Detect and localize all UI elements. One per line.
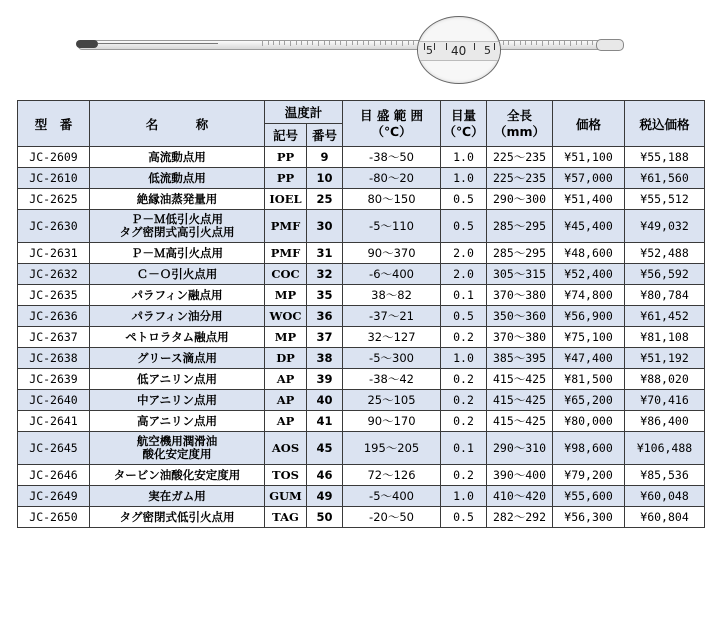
graduation-cell: 0.5 [441, 189, 487, 210]
model-cell: JC-2631 [18, 243, 90, 264]
range-cell: -37～21 [343, 306, 441, 327]
tube-scale-tick [385, 41, 386, 45]
scale-tick [446, 43, 447, 50]
name-cell [90, 369, 265, 390]
tube-scale-tick [262, 40, 263, 46]
range-cell: -20～50 [343, 507, 441, 528]
number-cell: 25 [307, 189, 343, 210]
graduation-cell: 2.0 [441, 243, 487, 264]
number-cell: 30 [307, 210, 343, 243]
tube-scale-tick [542, 40, 543, 46]
length-cell: 285～295 [487, 243, 553, 264]
length-cell: 385～395 [487, 348, 553, 369]
model-cell: JC-2639 [18, 369, 90, 390]
symbol-cell: WOC [265, 306, 307, 327]
name-cell [90, 210, 265, 243]
graduation-cell: 0.5 [441, 210, 487, 243]
tube-scale-tick [508, 41, 509, 45]
thermometer-bulb [76, 40, 98, 48]
col-header-number: 番号 [307, 124, 343, 147]
range-cell: -5～400 [343, 486, 441, 507]
price-tax-cell: ¥70,416 [625, 390, 705, 411]
model-cell: JC-2649 [18, 486, 90, 507]
symbol-cell: AP [265, 369, 307, 390]
range-cell: -80～20 [343, 168, 441, 189]
number-cell: 41 [307, 411, 343, 432]
col-header-price-tax: 税込価格 [625, 101, 705, 147]
range-unit: （℃） [371, 123, 412, 139]
name-cell [90, 285, 265, 306]
price-cell: ¥74,800 [553, 285, 625, 306]
tube-scale-tick [559, 41, 560, 45]
length-cell: 415～425 [487, 369, 553, 390]
table-row [18, 507, 705, 528]
graduation-cell: 1.0 [441, 348, 487, 369]
number-cell: 10 [307, 168, 343, 189]
scale-tick [494, 43, 495, 50]
graduation-cell: 0.2 [441, 369, 487, 390]
scale-magnifier [417, 16, 501, 84]
tube-scale-tick [520, 41, 521, 45]
price-tax-cell: ¥56,592 [625, 264, 705, 285]
name-line: 低流動点用 [148, 170, 206, 185]
graduation-cell: 0.5 [441, 306, 487, 327]
table-row [18, 390, 705, 411]
symbol-cell: AP [265, 411, 307, 432]
price-tax-cell: ¥60,804 [625, 507, 705, 528]
model-cell: JC-2609 [18, 147, 90, 168]
name-cell [90, 147, 265, 168]
range-cell: 72～126 [343, 465, 441, 486]
price-tax-cell: ¥80,784 [625, 285, 705, 306]
name-cell [90, 327, 265, 348]
graduation-cell: 0.2 [441, 327, 487, 348]
number-cell: 46 [307, 465, 343, 486]
range-cell: -5～300 [343, 348, 441, 369]
length-cell: 370～380 [487, 285, 553, 306]
model-cell: JC-2610 [18, 168, 90, 189]
range-cell: -5～110 [343, 210, 441, 243]
graduation-cell: 0.1 [441, 432, 487, 465]
tube-scale-tick [352, 41, 353, 45]
price-cell: ¥51,400 [553, 189, 625, 210]
price-cell: ¥52,400 [553, 264, 625, 285]
symbol-cell: PMF [265, 210, 307, 243]
price-cell: ¥51,100 [553, 147, 625, 168]
tube-scale-tick [290, 40, 291, 46]
tube-scale-tick [576, 41, 577, 45]
price-tax-cell: ¥49,032 [625, 210, 705, 243]
number-cell: 36 [307, 306, 343, 327]
name-cell [90, 189, 265, 210]
length-cell: 415～425 [487, 411, 553, 432]
name-line: タグ密閉式低引火点用 [119, 509, 235, 524]
price-tax-cell: ¥61,452 [625, 306, 705, 327]
model-cell: JC-2636 [18, 306, 90, 327]
price-tax-cell: ¥106,488 [625, 432, 705, 465]
symbol-cell: AOS [265, 432, 307, 465]
range-cell: -6～400 [343, 264, 441, 285]
price-cell: ¥55,600 [553, 486, 625, 507]
tube-scale-tick [374, 40, 375, 46]
mercury-column [98, 43, 218, 44]
name-cell [90, 411, 265, 432]
tube-scale-tick [268, 41, 269, 45]
table-row [18, 306, 705, 327]
tube-scale-tick [402, 40, 403, 46]
table-row [18, 486, 705, 507]
tube-scale-tick [324, 41, 325, 45]
name-line: タグ密閉式高引火点用 [119, 225, 235, 239]
price-cell: ¥56,300 [553, 507, 625, 528]
range-cell: 32～127 [343, 327, 441, 348]
tube-scale-tick [284, 41, 285, 45]
table-row [18, 189, 705, 210]
scale-tick [424, 43, 425, 50]
length-cell: 225～235 [487, 168, 553, 189]
number-cell: 31 [307, 243, 343, 264]
tube-scale-tick [553, 41, 554, 45]
col-header-length [487, 101, 553, 147]
price-cell: ¥47,400 [553, 348, 625, 369]
model-cell: JC-2625 [18, 189, 90, 210]
symbol-cell: PP [265, 147, 307, 168]
length-cell: 282～292 [487, 507, 553, 528]
tube-scale-tick [503, 41, 504, 45]
table-row [18, 264, 705, 285]
price-cell: ¥48,600 [553, 243, 625, 264]
scale-label-left: 5 [426, 44, 433, 57]
table-row [18, 147, 705, 168]
symbol-cell: GUM [265, 486, 307, 507]
scale-label-center: 40 [451, 44, 467, 58]
name-line: グリース滴点用 [137, 350, 217, 365]
graduation-cell: 1.0 [441, 168, 487, 189]
price-tax-cell: ¥81,108 [625, 327, 705, 348]
symbol-cell: PP [265, 168, 307, 189]
tube-scale-tick [312, 41, 313, 45]
thermometer-illustration [0, 0, 720, 96]
name-cell [90, 465, 265, 486]
table-row [18, 432, 705, 465]
price-tax-cell: ¥86,400 [625, 411, 705, 432]
table-row [18, 348, 705, 369]
name-cell [90, 507, 265, 528]
length-cell: 285～295 [487, 210, 553, 243]
price-tax-cell: ¥60,048 [625, 486, 705, 507]
tube-scale-tick [514, 40, 515, 46]
tube-scale-tick [380, 41, 381, 45]
number-cell: 50 [307, 507, 343, 528]
table-row [18, 285, 705, 306]
price-tax-cell: ¥61,560 [625, 168, 705, 189]
length-unit: （mm） [493, 123, 546, 139]
length-cell: 370～380 [487, 327, 553, 348]
length-cell: 225～235 [487, 147, 553, 168]
name-cell [90, 432, 265, 465]
model-cell: JC-2635 [18, 285, 90, 306]
symbol-cell: IOEL [265, 189, 307, 210]
length-cell: 290～300 [487, 189, 553, 210]
col-header-name: 名 称 [90, 101, 265, 147]
table-row [18, 168, 705, 189]
name-cell [90, 168, 265, 189]
range-cell: 195～205 [343, 432, 441, 465]
model-cell: JC-2641 [18, 411, 90, 432]
price-tax-cell: ¥88,020 [625, 369, 705, 390]
graduation-unit: （℃） [443, 123, 484, 139]
model-cell: JC-2646 [18, 465, 90, 486]
model-cell: JC-2640 [18, 390, 90, 411]
graduation-cell: 0.1 [441, 285, 487, 306]
number-cell: 49 [307, 486, 343, 507]
scale-tick [474, 43, 475, 50]
tube-scale-tick [391, 41, 392, 45]
price-cell: ¥81,500 [553, 369, 625, 390]
name-cell [90, 486, 265, 507]
tube-scale-tick [592, 41, 593, 45]
price-tax-cell: ¥55,512 [625, 189, 705, 210]
tube-scale-tick [357, 41, 358, 45]
name-line: パラフィン油分用 [131, 308, 223, 323]
col-header-range [343, 101, 441, 147]
length-cell: 290～310 [487, 432, 553, 465]
tube-scale-tick [301, 41, 302, 45]
symbol-cell: AP [265, 390, 307, 411]
number-cell: 38 [307, 348, 343, 369]
range-label: 目 盛 範 囲 [359, 107, 424, 123]
symbol-cell: COC [265, 264, 307, 285]
range-cell: 38～82 [343, 285, 441, 306]
name-line: 中アニリン点用 [137, 392, 217, 407]
price-cell: ¥56,900 [553, 306, 625, 327]
model-cell: JC-2645 [18, 432, 90, 465]
length-cell: 410～420 [487, 486, 553, 507]
name-line: 高流動点用 [148, 149, 206, 164]
table-row [18, 369, 705, 390]
name-line: タービン油酸化安定度用 [113, 467, 241, 482]
model-cell: JC-2630 [18, 210, 90, 243]
name-line: 低アニリン点用 [137, 371, 217, 386]
spec-table-body [18, 147, 705, 528]
symbol-cell: DP [265, 348, 307, 369]
tube-scale-tick [525, 41, 526, 45]
tube-scale-tick [570, 40, 571, 46]
name-line: Ｐ－Ｍ高引火点用 [131, 245, 223, 260]
number-cell: 37 [307, 327, 343, 348]
name-cell [90, 306, 265, 327]
price-cell: ¥75,100 [553, 327, 625, 348]
price-cell: ¥57,000 [553, 168, 625, 189]
number-cell: 35 [307, 285, 343, 306]
table-row [18, 210, 705, 243]
tube-scale-tick [307, 41, 308, 45]
tube-scale-tick [536, 41, 537, 45]
symbol-cell: PMF [265, 243, 307, 264]
graduation-cell: 0.2 [441, 411, 487, 432]
tube-scale-tick [564, 41, 565, 45]
price-tax-cell: ¥85,536 [625, 465, 705, 486]
price-cell: ¥98,600 [553, 432, 625, 465]
price-tax-cell: ¥55,188 [625, 147, 705, 168]
tube-scale-tick [329, 41, 330, 45]
col-header-model: 型 番 [18, 101, 90, 147]
thermometer-spec-table [17, 100, 705, 528]
range-cell: 90～370 [343, 243, 441, 264]
col-header-symbol: 記号 [265, 124, 307, 147]
name-line: Ｐ－Ｍ低引火点用 [131, 212, 223, 226]
tube-scale-tick [408, 41, 409, 45]
graduation-cell: 2.0 [441, 264, 487, 285]
table-row [18, 411, 705, 432]
name-cell [90, 264, 265, 285]
name-cell [90, 390, 265, 411]
tube-scale-tick [587, 41, 588, 45]
scale-tick [434, 43, 435, 50]
range-cell: -38～42 [343, 369, 441, 390]
symbol-cell: TAG [265, 507, 307, 528]
tube-scale-tick [340, 41, 341, 45]
length-cell: 350～360 [487, 306, 553, 327]
table-row [18, 327, 705, 348]
tube-scale-tick [318, 40, 319, 46]
range-cell: 90～170 [343, 411, 441, 432]
thermometer-ring-cap [596, 39, 624, 51]
graduation-cell: 1.0 [441, 486, 487, 507]
col-header-thermometer: 温度計 [265, 101, 343, 124]
tube-scale-tick [413, 41, 414, 45]
length-label: 全長 [507, 107, 533, 123]
price-cell: ¥79,200 [553, 465, 625, 486]
model-cell: JC-2638 [18, 348, 90, 369]
number-cell: 32 [307, 264, 343, 285]
tube-scale-tick [346, 40, 347, 46]
length-cell: 415～425 [487, 390, 553, 411]
price-tax-cell: ¥52,488 [625, 243, 705, 264]
tube-scale-tick [368, 41, 369, 45]
symbol-cell: MP [265, 327, 307, 348]
name-line: 航空機用潤滑油 [136, 434, 218, 448]
model-cell: JC-2632 [18, 264, 90, 285]
tube-scale-tick [531, 41, 532, 45]
tube-scale-tick [296, 41, 297, 45]
tube-scale-tick [363, 41, 364, 45]
col-header-graduation [441, 101, 487, 147]
length-cell: 390～400 [487, 465, 553, 486]
tube-scale-tick [335, 41, 336, 45]
graduation-cell: 1.0 [441, 147, 487, 168]
table-row [18, 465, 705, 486]
tube-scale-tick [273, 41, 274, 45]
number-cell: 39 [307, 369, 343, 390]
graduation-cell: 0.5 [441, 507, 487, 528]
name-line: パラフィン融点用 [131, 287, 223, 302]
name-cell [90, 243, 265, 264]
symbol-cell: MP [265, 285, 307, 306]
graduation-label: 目量 [451, 107, 477, 123]
range-cell: 80～150 [343, 189, 441, 210]
scale-label-right: 5 [484, 44, 491, 57]
name-cell [90, 348, 265, 369]
name-line: 絶縁油蒸発量用 [136, 191, 218, 206]
length-cell: 305～315 [487, 264, 553, 285]
tube-scale-tick [581, 41, 582, 45]
thermometer-tube [78, 40, 622, 50]
name-line: Ｃ－Ｏ引火点用 [136, 266, 218, 281]
number-cell: 9 [307, 147, 343, 168]
number-cell: 45 [307, 432, 343, 465]
model-cell: JC-2637 [18, 327, 90, 348]
tube-scale-tick [396, 41, 397, 45]
price-cell: ¥65,200 [553, 390, 625, 411]
price-tax-cell: ¥51,192 [625, 348, 705, 369]
symbol-cell: TOS [265, 465, 307, 486]
tube-scale-tick [548, 41, 549, 45]
graduation-cell: 0.2 [441, 465, 487, 486]
number-cell: 40 [307, 390, 343, 411]
name-line: 酸化安定度用 [142, 447, 212, 461]
tube-scale-tick [279, 41, 280, 45]
model-cell: JC-2650 [18, 507, 90, 528]
name-line: ペトロラタム融点用 [125, 329, 229, 344]
range-cell: -38～50 [343, 147, 441, 168]
col-header-price: 価格 [553, 101, 625, 147]
price-cell: ¥45,400 [553, 210, 625, 243]
range-cell: 25～105 [343, 390, 441, 411]
name-line: 高アニリン点用 [137, 413, 217, 428]
price-cell: ¥80,000 [553, 411, 625, 432]
graduation-cell: 0.2 [441, 390, 487, 411]
table-row [18, 243, 705, 264]
name-line: 実在ガム用 [148, 488, 206, 503]
